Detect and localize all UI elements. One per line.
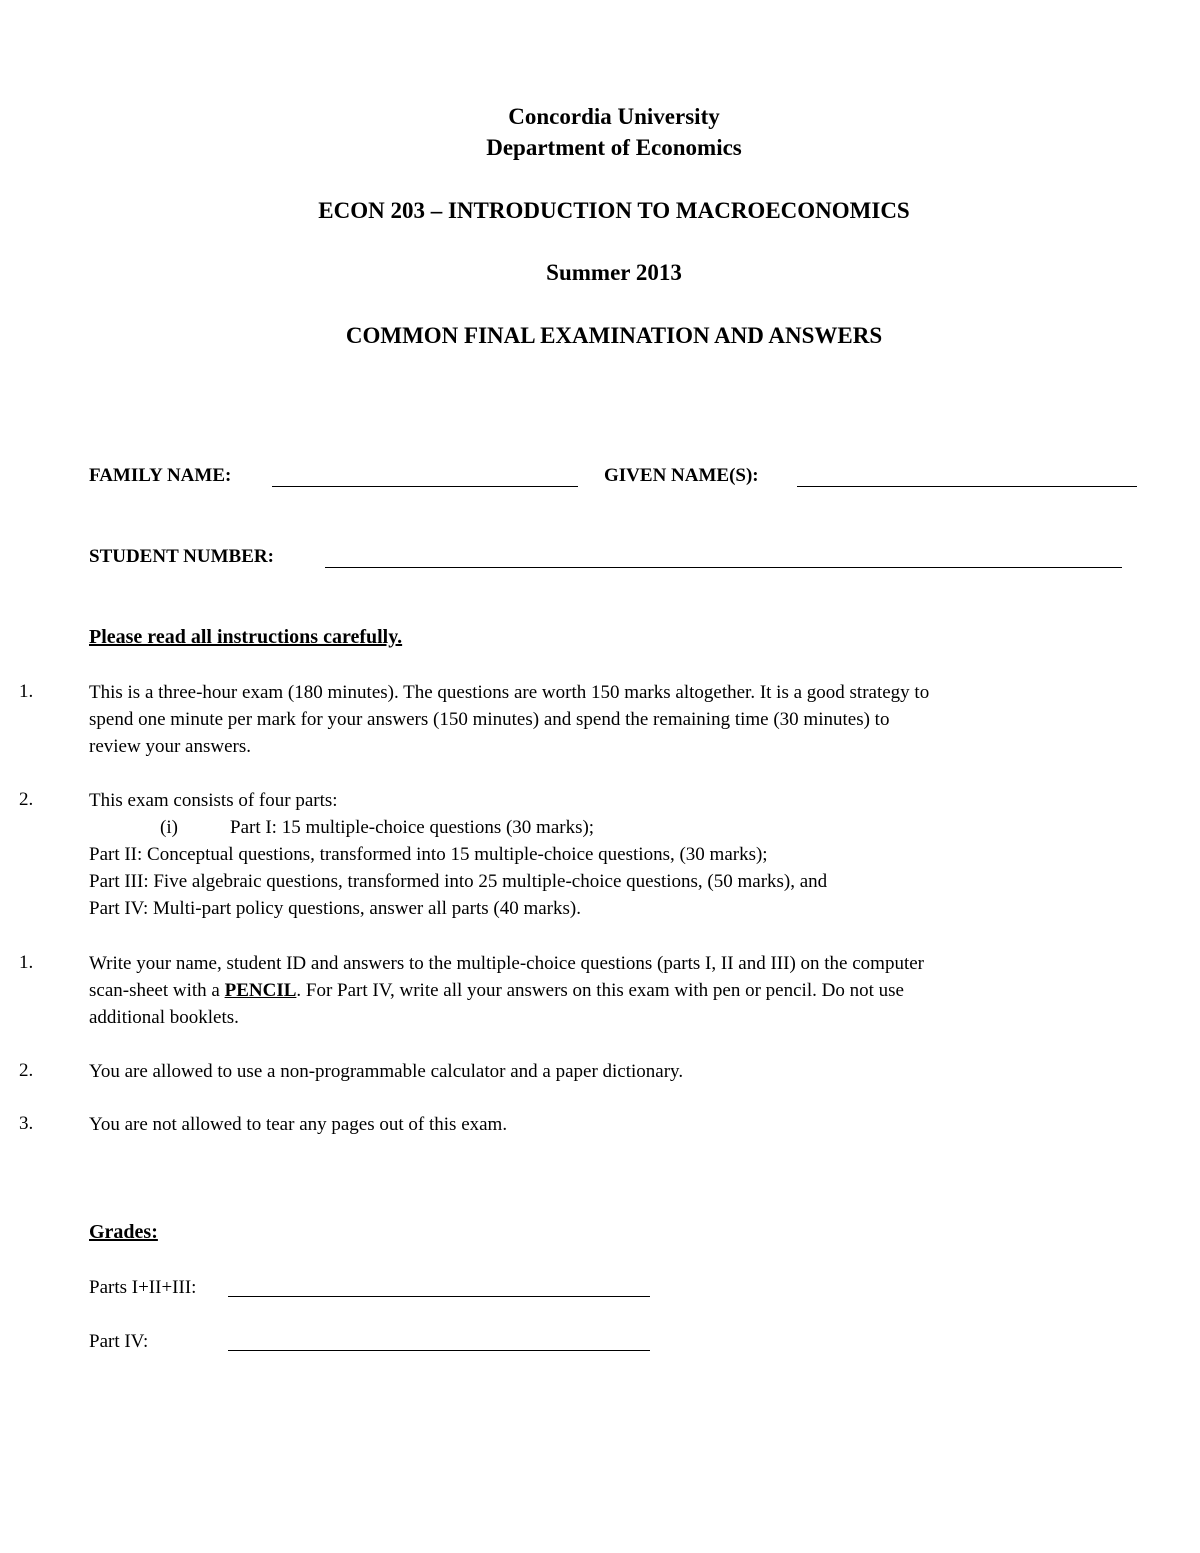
item-2-line-1: This exam consists of four parts: [89, 790, 338, 811]
item-1-line-2: spend one minute per mark for your answers (150 minutes) and spend the remaining time (30 minutes) to [89, 709, 890, 730]
exam-title: COMMON FINAL EXAMINATION AND ANSWERS [345, 323, 883, 348]
exam-term: Summer 2013 [546, 260, 682, 285]
item-4-line-1: You are allowed to use a non-programmable calculator and a paper dictionary. [89, 1061, 684, 1082]
item-number: 3. [19, 1113, 34, 1134]
parts-1-3-grade-field[interactable] [228, 1296, 650, 1297]
item-3-line-2-end: . For Part IV, write all your answers on this exam with pen or pencil. Do not use [296, 980, 904, 1001]
student-number-label: STUDENT NUMBER: [89, 546, 274, 567]
item-1-line-3: review your answers. [89, 736, 251, 757]
item-3-line-2-start: scan-sheet with a [89, 980, 225, 1001]
pencil-emphasis: PENCIL [224, 980, 297, 1001]
family-name-field[interactable] [272, 486, 578, 487]
item-3-line-3: additional booklets. [89, 1007, 239, 1028]
part-4-grade-field[interactable] [228, 1350, 650, 1351]
family-name-label: FAMILY NAME: [89, 465, 232, 486]
given-names-field[interactable] [797, 486, 1137, 487]
sub-item-marker: (i) [160, 817, 178, 838]
item-number: 1. [19, 681, 34, 702]
part-3-description: Part III: Five algebraic questions, transformed into 25 multiple-choice questions, (50 marks), and [89, 871, 828, 892]
item-number: 2. [19, 789, 34, 810]
item-number: 2. [19, 1060, 34, 1081]
given-names-label: GIVEN NAME(S): [604, 465, 759, 486]
item-1-line-1: This is a three-hour exam (180 minutes). The questions are worth 150 marks altogether. It is a good strategy to [89, 682, 930, 703]
university-name: Concordia University [508, 104, 720, 129]
department-name: Department of Economics [486, 135, 742, 160]
item-3-line-1: Write your name, student ID and answers to the multiple-choice questions (parts I, II and III) on the computer [89, 953, 924, 974]
parts-1-3-grade-label: Parts I+II+III: [89, 1277, 197, 1298]
part-4-grade-label: Part IV: [89, 1331, 149, 1352]
part-2-description: Part II: Conceptual questions, transformed into 15 multiple-choice questions, (30 marks); [89, 844, 768, 865]
item-number: 1. [19, 952, 34, 973]
grades-heading: Grades: [89, 1221, 158, 1243]
student-number-field[interactable] [325, 567, 1122, 568]
item-5-line-1: You are not allowed to tear any pages out of this exam. [89, 1114, 508, 1135]
course-title: ECON 203 – INTRODUCTION TO MACROECONOMICS [318, 198, 910, 223]
item-3-line-2 [89, 977, 904, 1004]
instructions-heading: Please read all instructions carefully. [89, 626, 403, 648]
part-1-description: Part I: 15 multiple-choice questions (30 marks); [230, 817, 595, 838]
part-4-description: Part IV: Multi-part policy questions, answer all parts (40 marks). [89, 898, 581, 919]
